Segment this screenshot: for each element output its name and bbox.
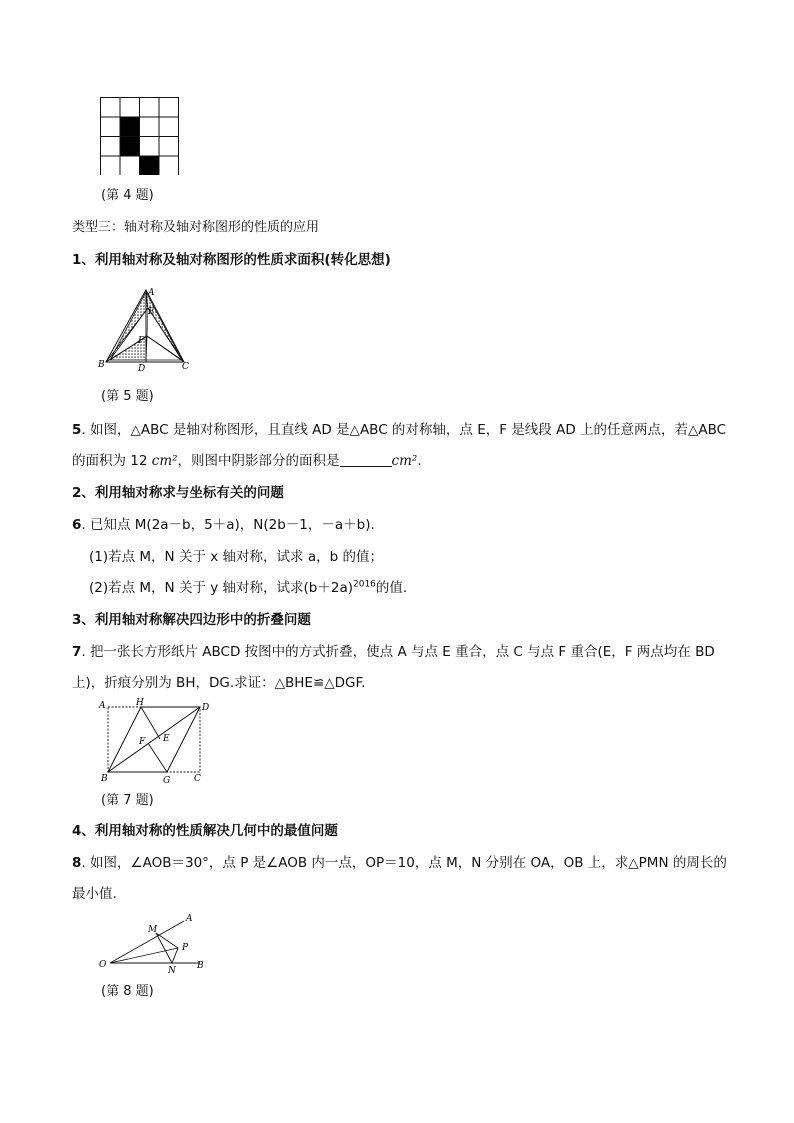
- q6-sub2: [89, 578, 407, 598]
- fig7-label-E: E: [163, 734, 170, 744]
- fig7-label-D: D: [202, 703, 210, 713]
- q6-number: 6: [72, 517, 82, 533]
- fig8-label-O: O: [99, 960, 107, 970]
- q5-text1: . 如图，△ABC 是轴对称图形，且直线 AD 是△ABC 的对称轴，点 E，F 是线段 AD 上的任意两点，若△ABC: [81, 422, 727, 438]
- fig8-label-N: N: [168, 966, 176, 976]
- q8-number: 8: [72, 855, 82, 871]
- q8-line2: 最小值.: [72, 886, 117, 902]
- q8-line1: [72, 853, 727, 873]
- grid-cell: [101, 117, 121, 137]
- q7-number: 7: [72, 644, 82, 660]
- fig7-label-C: C: [194, 774, 201, 784]
- part4-heading: 4、利用轴对称的性质解决几何中的最值问题: [72, 823, 338, 839]
- fig8-angle: [96, 907, 212, 977]
- grid-cell: [159, 117, 179, 137]
- fig8-label-A: A: [186, 914, 193, 924]
- grid-cell: [140, 137, 160, 157]
- fig5-label-F: F: [138, 336, 145, 346]
- part1-number: 1: [72, 252, 82, 268]
- grid-cell: [159, 156, 179, 175]
- fig7-label-H: H: [136, 698, 144, 708]
- fig7-label-A: A: [99, 701, 106, 711]
- fig5-label-D: D: [138, 364, 146, 374]
- q4-caption: (第 4 题): [101, 188, 154, 203]
- fig5-label-B: B: [98, 360, 105, 370]
- q5-text2: 的面积为 12: [72, 453, 152, 469]
- q7-line2: 上)，折痕分别为 BH，DG.求证：△BHE≌△DGF.: [72, 675, 366, 691]
- q5-number: 5: [72, 422, 82, 438]
- part1-title: 、利用轴对称及轴对称图形的性质求面积(转化思想): [81, 252, 391, 268]
- q6-sub2-exponent: 2016: [353, 579, 376, 590]
- grid-cell-filled: [120, 117, 140, 137]
- grid-cell: [120, 156, 140, 175]
- fig8-caption: (第 8 题): [101, 984, 154, 999]
- fig5-label-C: C: [182, 362, 189, 372]
- q5-text4: .: [417, 453, 422, 469]
- q5-unit-2: cm²: [391, 453, 418, 469]
- q6-sub2-post: 的值.: [375, 580, 408, 596]
- part1-heading: [72, 250, 391, 270]
- grid-cell: [140, 117, 160, 137]
- q6-sub1: (1)若点 M，N 关于 x 轴对称，试求 a，b 的值；: [89, 549, 383, 565]
- grid-cell: [101, 98, 121, 118]
- fig5-caption: (第 5 题): [101, 389, 154, 404]
- grid-cell: [159, 137, 179, 157]
- q6-stem: [72, 515, 375, 535]
- q5-line2: [72, 451, 422, 471]
- part3-heading: 3、利用轴对称解决四边形中的折叠问题: [72, 612, 311, 628]
- fig7-label-G: G: [163, 776, 171, 785]
- fig7-caption: (第 7 题): [101, 793, 154, 808]
- grid-cell: [140, 98, 160, 118]
- part2-heading: 2、利用轴对称求与坐标有关的问题: [72, 485, 284, 501]
- grid-cell: [101, 156, 121, 175]
- grid-cell: [159, 98, 179, 118]
- q7-text1: . 把一张长方形纸片 ABCD 按图中的方式折叠，使点 A 与点 E 重合，点 C 与点 F 重合(E，F 两点均在 BD: [81, 644, 715, 660]
- fig8-label-P: P: [182, 943, 189, 953]
- q5-line1: [72, 420, 726, 440]
- q8-text1: . 如图，∠AOB＝30°，点 P 是∠AOB 内一点，OP＝10，点 M，N 分别在 OA，OB 上，求△PMN 的周长的: [81, 855, 727, 871]
- fig7-rectangle: [96, 697, 214, 785]
- q4-grid-figure: [100, 97, 180, 175]
- fig8-label-B: B: [197, 961, 204, 971]
- fig8-label-M: M: [148, 925, 158, 935]
- q5-text3: ，则图中阴影部分的面积是: [177, 453, 340, 469]
- fig7-label-B: B: [101, 774, 108, 784]
- q7-line1: [72, 642, 715, 662]
- grid-cell-filled: [140, 156, 160, 175]
- q6-text: . 已知点 M(2a－b，5＋a)，N(2b－1，－a＋b).: [81, 517, 375, 533]
- q6-sub2-text: (2)若点 M，N 关于 y 轴对称，试求(b＋2a): [89, 580, 353, 596]
- fig5-triangle: [98, 284, 194, 374]
- grid-cell: [101, 137, 121, 157]
- grid-cell-filled: [120, 137, 140, 157]
- fig5-label-E: E: [148, 307, 155, 317]
- fig7-label-F: F: [139, 737, 146, 747]
- grid-cell: [120, 98, 140, 118]
- q5-answer-blank[interactable]: [340, 452, 392, 467]
- section-title: 类型三：轴对称及轴对称图形的性质的应用: [72, 220, 320, 235]
- q5-unit-1: cm²: [151, 453, 178, 469]
- fig5-label-A: A: [148, 288, 155, 298]
